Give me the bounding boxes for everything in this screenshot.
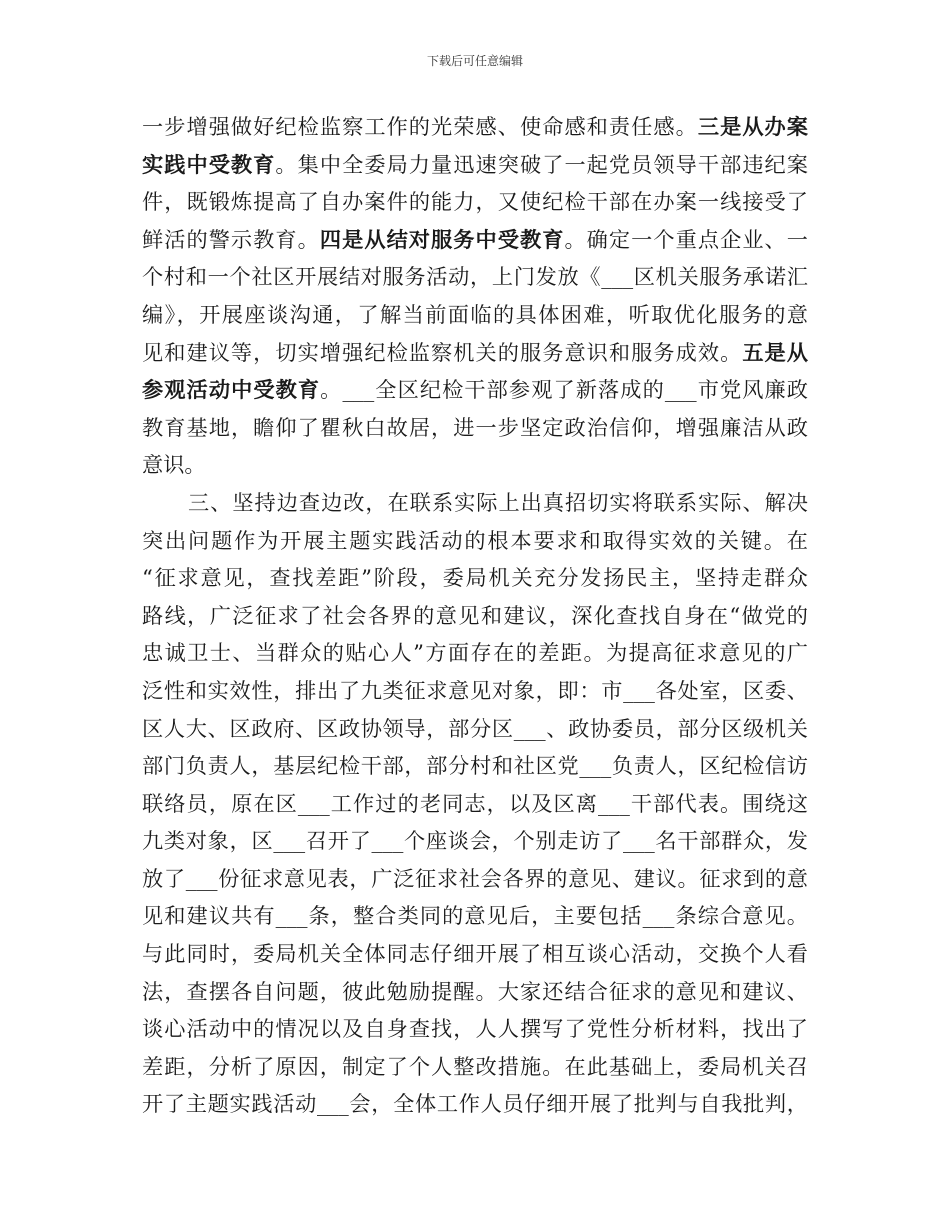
bold-phrase: 四是从结对服务中受教育 [319, 226, 565, 252]
text-run: 放了___份征求意见表，广泛征求社会各界的意见、建议。征求到的意 [142, 865, 808, 891]
text-line [142, 221, 808, 259]
text-line [142, 785, 808, 823]
page-header: 下载后可任意编辑 [426, 54, 523, 68]
text-run: 忠诚卫士、当群众的贴心人”方面存在的差距。为提高征求意见的广 [142, 640, 808, 666]
text-line [142, 446, 808, 484]
bold-phrase: 参观活动中受教育 [142, 377, 321, 403]
text-run: “征求意见，查找差距”阶段，委局机关充分发扬民主，坚持走群众 [142, 565, 808, 591]
text-run: 三、坚持边查边改，在联系实际上出真招切实将联系实际、解决 [188, 489, 808, 515]
text-line [142, 1010, 808, 1048]
text-line [142, 409, 808, 447]
text-run: 与此同时，委局机关全体同志仔细开展了相互谈心活动，交换个人看 [142, 941, 808, 967]
text-run: 教育基地，瞻仰了瞿秋白故居，进一步坚定政治信仰，增强廉洁从政 [142, 414, 808, 440]
text-run: 鲜活的警示教育。 [142, 226, 320, 252]
text-run: 件，既锻炼提高了自办案件的能力，又使纪检干部在办案一线接受了 [142, 189, 808, 215]
text-line [142, 710, 808, 748]
bold-phrase: 实践中受教育 [142, 151, 276, 177]
text-run: 一步增强做好纪检监察工作的光荣感、使命感和责任感。 [142, 114, 698, 139]
text-run: 差距，分析了原因，制定了个人整改措施。在此基础上，委局机关召 [142, 1053, 808, 1079]
text-line [142, 1085, 808, 1123]
text-run: 谈心活动中的情况以及自身查找，人人撰写了党性分析材料，找出了 [142, 1016, 808, 1042]
text-line [142, 1048, 808, 1086]
text-line [142, 183, 808, 221]
bold-phrase: 五是从 [742, 339, 808, 365]
text-run: 泛性和实效性，排出了九类征求意见对象，即：市___各处室，区委、 [142, 677, 808, 703]
text-line [142, 296, 808, 334]
text-run: 联络员，原在区___工作过的老同志，以及区离___干部代表。围绕这 [142, 790, 808, 816]
text-line [142, 935, 808, 973]
text-line [142, 897, 808, 935]
text-line [142, 108, 808, 146]
text-run: 路线，广泛征求了社会各界的意见和建议，深化查找自身在“做党的 [142, 602, 808, 628]
text-run: 。___全区纪检干部参观了新落成的___市党风廉政 [320, 377, 808, 403]
text-run: 法，查摆各自问题，彼此勉励提醒。大家还结合征求的意见和建议、 [142, 978, 808, 1004]
text-run: 区人大、区政府、区政协领导，部分区___、政协委员，部分区级机关 [142, 715, 808, 741]
text-line [142, 146, 808, 184]
text-run: 九类对象，区___召开了___个座谈会，个别走访了___名干部群众，发 [142, 828, 808, 854]
text-line [142, 634, 808, 672]
text-line [142, 597, 808, 635]
text-line [142, 484, 808, 522]
text-run: 突出问题作为开展主题实践活动的根本要求和取得实效的关键。在 [142, 527, 808, 553]
document-body [142, 108, 808, 1123]
text-line [142, 973, 808, 1011]
text-run: 见和建议等，切实增强纪检监察机关的服务意识和服务成效。 [142, 339, 743, 365]
text-run: 意识。 [142, 452, 206, 478]
text-run: 。集中全委局力量迅速突破了一起党员领导干部违纪案 [275, 151, 808, 177]
bold-phrase: 三是从办案 [697, 114, 808, 139]
text-run: 编》，开展座谈沟通，了解当前面临的具体困难，听取优化服务的意 [142, 301, 808, 327]
text-line [142, 747, 808, 785]
text-line [142, 258, 808, 296]
text-run: 开了主题实践活动___会，全体工作人员仔细开展了批判与自我批判， [142, 1091, 808, 1117]
text-line [142, 522, 808, 560]
text-line [142, 860, 808, 898]
text-run: 见和建议共有___条，整合类同的意见后，主要包括___条综合意见。 [142, 903, 808, 929]
text-run: 。确定一个重点企业、一 [564, 226, 808, 252]
text-line [142, 672, 808, 710]
text-line [142, 822, 808, 860]
text-line [142, 559, 808, 597]
text-run: 部门负责人，基层纪检干部，部分村和社区党___负责人，区纪检信访 [142, 753, 808, 779]
text-line [142, 334, 808, 372]
text-run: 个村和一个社区开展结对服务活动，上门发放《___区机关服务承诺汇 [142, 264, 808, 290]
text-line [142, 371, 808, 409]
